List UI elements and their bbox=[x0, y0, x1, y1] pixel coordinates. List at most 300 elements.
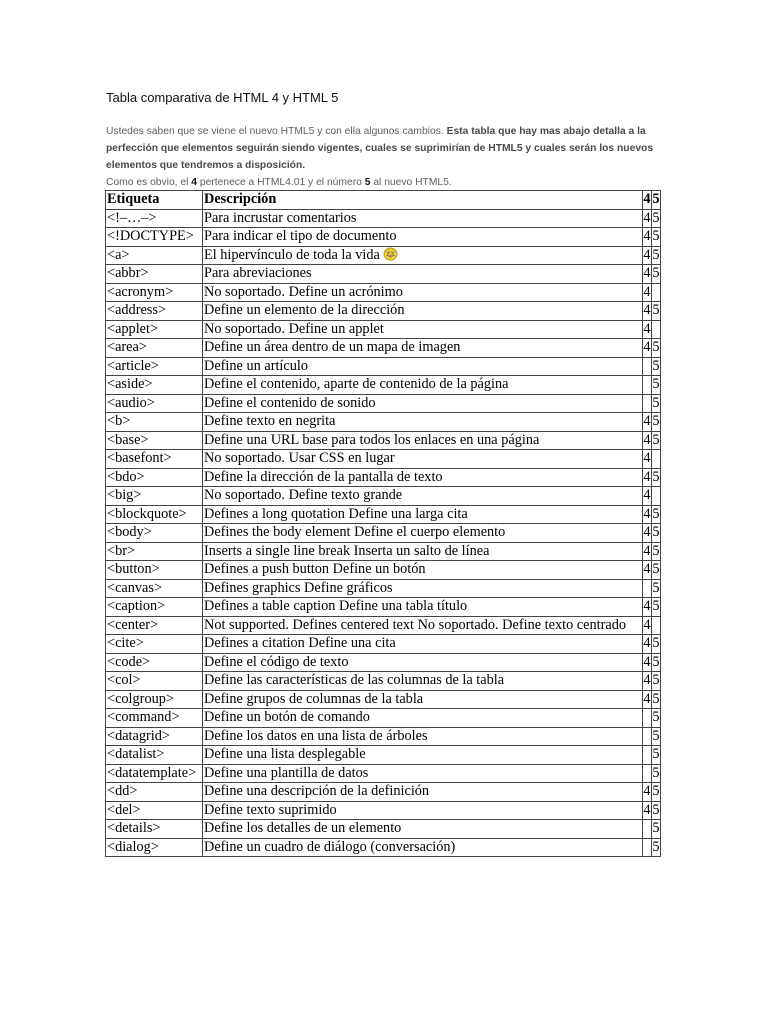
html5-cell bbox=[652, 709, 661, 728]
html4-cell bbox=[643, 394, 652, 413]
tag-cell-text: <canvas> bbox=[107, 579, 163, 596]
description-cell bbox=[203, 431, 643, 450]
tag-cell bbox=[106, 505, 203, 524]
table-row bbox=[106, 764, 661, 783]
description-cell bbox=[203, 690, 643, 709]
description-cell bbox=[203, 468, 643, 487]
description-cell-text: Para abreviaciones bbox=[204, 265, 312, 281]
table-row bbox=[106, 468, 661, 487]
html4-cell-text: 4 bbox=[643, 635, 651, 651]
description-cell bbox=[203, 598, 643, 617]
tag-cell-text: <datagrid> bbox=[107, 727, 170, 744]
html4-cell bbox=[643, 283, 652, 302]
html5-cell bbox=[652, 727, 661, 746]
description-cell bbox=[203, 302, 643, 321]
description-cell bbox=[203, 801, 643, 820]
html4-cell-text: 4 bbox=[643, 672, 651, 688]
tag-cell-text: <datatemplate> bbox=[107, 764, 197, 781]
tag-cell bbox=[106, 746, 203, 765]
tag-cell bbox=[106, 302, 203, 321]
description-cell-text: Define texto en negrita bbox=[204, 413, 336, 429]
html4-cell bbox=[643, 801, 652, 820]
html5-cell bbox=[652, 783, 661, 802]
description-cell-text: Define un botón de comando bbox=[204, 709, 370, 725]
html4-cell-text: 4 bbox=[643, 246, 651, 263]
tag-cell bbox=[106, 524, 203, 543]
html5-cell bbox=[652, 283, 661, 302]
description-cell-text: Defines a table caption Define una tabla título bbox=[204, 598, 468, 614]
table-row bbox=[106, 709, 661, 728]
html5-cell bbox=[652, 820, 661, 839]
html5-cell bbox=[652, 616, 661, 635]
table-row bbox=[106, 561, 661, 580]
html5-cell bbox=[652, 431, 661, 450]
tag-cell-text: <a> bbox=[107, 246, 130, 263]
html4-cell-text: 4 bbox=[643, 690, 651, 707]
description-cell bbox=[203, 394, 643, 413]
html4-cell bbox=[643, 838, 652, 857]
table-row bbox=[106, 450, 661, 469]
html4-cell-text: 4 bbox=[643, 616, 651, 633]
html4-cell bbox=[643, 376, 652, 395]
description-cell bbox=[203, 542, 643, 561]
tag-cell bbox=[106, 579, 203, 598]
description-cell bbox=[203, 764, 643, 783]
html4-cell bbox=[643, 413, 652, 432]
description-cell-text: Define las características de las columnas de la tabla bbox=[204, 672, 505, 688]
html4-cell bbox=[643, 690, 652, 709]
html4-cell bbox=[643, 431, 652, 450]
description-cell bbox=[203, 561, 643, 580]
legend-text-a: Como es obvio, el bbox=[106, 177, 192, 188]
html5-cell bbox=[652, 764, 661, 783]
html5-cell-text: 5 bbox=[652, 265, 660, 281]
html5-cell-text: 5 bbox=[652, 820, 660, 836]
intro-plain: Ustedes saben que se viene el nuevo HTML5 y con ella algunos cambios. bbox=[106, 126, 447, 137]
html4-cell-text: 4 bbox=[643, 228, 651, 244]
tag-cell-text: <details> bbox=[107, 820, 161, 836]
html4-cell bbox=[643, 487, 652, 506]
html4-cell-text: 4 bbox=[643, 598, 651, 614]
description-cell bbox=[203, 635, 643, 654]
table-row bbox=[106, 431, 661, 450]
html4-cell bbox=[643, 357, 652, 376]
html5-cell bbox=[652, 801, 661, 820]
tag-cell bbox=[106, 339, 203, 358]
html5-cell bbox=[652, 635, 661, 654]
tag-cell-text: <address> bbox=[107, 302, 167, 318]
table-row bbox=[106, 635, 661, 654]
html4-cell bbox=[643, 542, 652, 561]
html5-cell bbox=[652, 579, 661, 598]
html4-cell bbox=[643, 746, 652, 765]
table-row bbox=[106, 394, 661, 413]
tag-cell bbox=[106, 635, 203, 654]
tag-cell bbox=[106, 616, 203, 635]
html4-cell bbox=[643, 524, 652, 543]
description-cell-text: Define el contenido de sonido bbox=[204, 394, 376, 411]
tag-cell bbox=[106, 357, 203, 376]
table-row bbox=[106, 376, 661, 395]
description-cell bbox=[203, 838, 643, 857]
html5-cell bbox=[652, 357, 661, 376]
html4-cell bbox=[643, 764, 652, 783]
tag-cell-text: <colgroup> bbox=[107, 690, 174, 707]
table-row bbox=[106, 746, 661, 765]
html5-cell-text: 5 bbox=[652, 339, 660, 355]
html4-cell bbox=[643, 635, 652, 654]
html4-cell bbox=[643, 246, 652, 265]
html4-cell-text: 4 bbox=[643, 450, 651, 466]
html5-cell bbox=[652, 487, 661, 506]
tag-cell-text: <command> bbox=[107, 709, 180, 725]
tag-cell bbox=[106, 468, 203, 487]
tag-cell-text: <col> bbox=[107, 672, 141, 688]
description-cell-text: Define una lista desplegable bbox=[204, 746, 366, 762]
table-row bbox=[106, 283, 661, 302]
html5-cell-text: 5 bbox=[652, 764, 660, 781]
description-cell-text: Para incrustar comentarios bbox=[204, 209, 357, 226]
description-cell bbox=[203, 376, 643, 395]
tag-cell bbox=[106, 209, 203, 228]
comparison-table bbox=[105, 190, 661, 857]
html4-cell-text: 4 bbox=[643, 653, 651, 670]
header-description: Descripción bbox=[203, 191, 643, 210]
description-cell-text: Define un elemento de la dirección bbox=[204, 302, 405, 318]
tag-cell bbox=[106, 394, 203, 413]
table-row bbox=[106, 265, 661, 284]
tag-cell-text: <area> bbox=[107, 339, 147, 355]
html5-cell bbox=[652, 653, 661, 672]
intro-text bbox=[106, 123, 676, 191]
tag-cell bbox=[106, 487, 203, 506]
description-cell-text: Define la dirección de la pantalla de texto bbox=[204, 468, 443, 485]
tag-cell-text: <cite> bbox=[107, 635, 144, 651]
description-cell bbox=[203, 246, 643, 265]
html5-cell-text: 5 bbox=[652, 394, 660, 411]
intro-legend bbox=[106, 174, 676, 191]
description-cell bbox=[203, 820, 643, 839]
html5-cell bbox=[652, 690, 661, 709]
tag-cell-text: <bdo> bbox=[107, 468, 145, 485]
html5-cell bbox=[652, 320, 661, 339]
html5-cell bbox=[652, 468, 661, 487]
html4-cell-text: 4 bbox=[643, 413, 651, 429]
description-cell bbox=[203, 265, 643, 284]
html5-cell bbox=[652, 394, 661, 413]
table-body bbox=[106, 209, 661, 857]
legend-text-c: al nuevo HTML5. bbox=[370, 177, 452, 188]
tag-cell bbox=[106, 783, 203, 802]
intro-bold: Esta tabla que hay mas abajo detalla a la perfección que elementos seguirán siendo vigentes, cuales se suprimirían de HTML5 y cuales serán los nuevos elementos que tendremos a disposición. bbox=[106, 126, 654, 171]
html5-cell-text: 5 bbox=[652, 431, 660, 448]
description-cell bbox=[203, 320, 643, 339]
html5-cell-text: 5 bbox=[652, 579, 660, 596]
html4-cell-text: 4 bbox=[643, 783, 651, 799]
html4-cell-text: 4 bbox=[643, 302, 651, 318]
description-cell-text: Define un cuadro de diálogo (conversación) bbox=[204, 838, 456, 855]
html5-cell-text: 5 bbox=[652, 598, 660, 614]
page-title: Tabla comparativa de HTML 4 y HTML 5 bbox=[106, 90, 339, 105]
html5-cell-text: 5 bbox=[652, 561, 660, 577]
html5-cell-text: 5 bbox=[652, 376, 660, 392]
html4-cell bbox=[643, 653, 652, 672]
table-row bbox=[106, 228, 661, 247]
tag-cell bbox=[106, 228, 203, 247]
tag-cell-text: <!DOCTYPE> bbox=[107, 228, 194, 244]
tag-cell-text: <datalist> bbox=[107, 746, 165, 762]
table-row bbox=[106, 357, 661, 376]
tag-cell bbox=[106, 598, 203, 617]
tag-cell-text: <code> bbox=[107, 653, 151, 670]
table-row bbox=[106, 524, 661, 543]
html5-cell bbox=[652, 265, 661, 284]
legend-text-b: pertenece a HTML4.01 y el número bbox=[197, 177, 365, 188]
table-row bbox=[106, 653, 661, 672]
tag-cell bbox=[106, 709, 203, 728]
description-cell bbox=[203, 413, 643, 432]
html4-cell bbox=[643, 320, 652, 339]
table-row bbox=[106, 320, 661, 339]
tag-cell-text: <caption> bbox=[107, 598, 166, 614]
description-cell-text: Define una plantilla de datos bbox=[204, 764, 369, 781]
description-cell bbox=[203, 579, 643, 598]
html5-cell bbox=[652, 450, 661, 469]
tag-cell bbox=[106, 690, 203, 709]
html5-cell-text: 5 bbox=[652, 209, 660, 226]
tag-cell bbox=[106, 653, 203, 672]
description-cell-text: Define una URL base para todos los enlaces en una página bbox=[204, 431, 540, 448]
table-row bbox=[106, 727, 661, 746]
html5-cell-text: 5 bbox=[652, 653, 660, 670]
description-cell-text: Defines a long quotation Define una larga cita bbox=[204, 505, 468, 522]
description-cell-text: No soportado. Define un acrónimo bbox=[204, 283, 403, 300]
intro-paragraph bbox=[106, 123, 676, 174]
html4-cell-text: 4 bbox=[643, 524, 651, 540]
description-cell-text: Define un área dentro de un mapa de imagen bbox=[204, 339, 461, 355]
description-cell-text: Define el contenido, aparte de contenido de la página bbox=[204, 376, 509, 392]
tag-cell-text: <button> bbox=[107, 561, 160, 577]
html5-cell bbox=[652, 542, 661, 561]
tag-cell-text: <br> bbox=[107, 542, 136, 559]
legend-num-5: 5 bbox=[364, 177, 371, 188]
html5-cell-text: 5 bbox=[652, 690, 660, 707]
table-row bbox=[106, 672, 661, 691]
html4-cell bbox=[643, 672, 652, 691]
description-cell-text: El hipervínculo de toda la vida bbox=[204, 246, 380, 263]
html5-cell-text: 5 bbox=[652, 246, 660, 263]
description-cell-text: Defines a push button Define un botón bbox=[204, 561, 426, 577]
html5-cell bbox=[652, 413, 661, 432]
html4-cell-text: 4 bbox=[643, 431, 651, 448]
html5-cell bbox=[652, 228, 661, 247]
html5-cell-text: 5 bbox=[652, 709, 660, 725]
table-row bbox=[106, 302, 661, 321]
description-cell bbox=[203, 783, 643, 802]
description-cell bbox=[203, 487, 643, 506]
html5-cell-text: 5 bbox=[652, 228, 660, 244]
table-row bbox=[106, 542, 661, 561]
html5-cell-text: 5 bbox=[652, 505, 660, 522]
html4-cell-text: 4 bbox=[643, 542, 651, 559]
table-row bbox=[106, 505, 661, 524]
html5-cell bbox=[652, 746, 661, 765]
description-cell bbox=[203, 672, 643, 691]
html4-cell-text: 4 bbox=[643, 209, 651, 226]
table-row bbox=[106, 339, 661, 358]
tag-cell bbox=[106, 450, 203, 469]
html5-cell bbox=[652, 376, 661, 395]
html4-cell-text: 4 bbox=[643, 283, 651, 300]
header-tag: Etiqueta bbox=[106, 191, 203, 210]
html4-cell bbox=[643, 302, 652, 321]
html5-cell bbox=[652, 524, 661, 543]
html5-cell-text: 5 bbox=[652, 727, 660, 744]
html5-cell-text: 5 bbox=[652, 783, 660, 799]
html4-cell-text: 4 bbox=[643, 801, 651, 818]
html4-cell bbox=[643, 468, 652, 487]
table-row bbox=[106, 579, 661, 598]
tag-cell bbox=[106, 838, 203, 857]
description-cell-text: No soportado. Define texto grande bbox=[204, 487, 403, 503]
tag-cell-text: <article> bbox=[107, 357, 159, 374]
table-row bbox=[106, 413, 661, 432]
table-row bbox=[106, 616, 661, 635]
tag-cell bbox=[106, 246, 203, 265]
tag-cell-text: <blockquote> bbox=[107, 505, 187, 522]
html4-cell bbox=[643, 579, 652, 598]
html4-cell bbox=[643, 783, 652, 802]
description-cell-text: Defines graphics Define gráficos bbox=[204, 579, 393, 596]
description-cell-text: Define grupos de columnas de la tabla bbox=[204, 690, 424, 707]
tag-cell bbox=[106, 672, 203, 691]
html5-cell-text: 5 bbox=[652, 302, 660, 318]
table-row bbox=[106, 801, 661, 820]
table-row bbox=[106, 783, 661, 802]
description-cell bbox=[203, 746, 643, 765]
description-cell bbox=[203, 450, 643, 469]
description-cell-text: Inserts a single line break Inserta un salto de línea bbox=[204, 542, 490, 559]
html4-cell bbox=[643, 265, 652, 284]
description-cell-text: Define una descripción de la definición bbox=[204, 783, 430, 799]
header-html4: 4 bbox=[643, 191, 651, 207]
tag-cell-text: <center> bbox=[107, 616, 159, 633]
html4-cell bbox=[643, 598, 652, 617]
tag-cell-text: <body> bbox=[107, 524, 152, 540]
description-cell bbox=[203, 209, 643, 228]
description-cell-text: No soportado. Usar CSS en lugar bbox=[204, 450, 395, 466]
table-row bbox=[106, 487, 661, 506]
html5-cell bbox=[652, 246, 661, 265]
description-cell bbox=[203, 524, 643, 543]
description-cell-text: Defines the body element Define el cuerpo elemento bbox=[204, 524, 506, 540]
table-row bbox=[106, 820, 661, 839]
html5-cell-text: 5 bbox=[652, 542, 660, 559]
html5-cell bbox=[652, 561, 661, 580]
tag-cell-text: <!–…–> bbox=[107, 209, 157, 226]
description-cell bbox=[203, 283, 643, 302]
tag-cell bbox=[106, 320, 203, 339]
html4-cell bbox=[643, 616, 652, 635]
description-cell-text: No soportado. Define un applet bbox=[204, 320, 384, 337]
table-row bbox=[106, 209, 661, 228]
table-row bbox=[106, 598, 661, 617]
html4-cell bbox=[643, 450, 652, 469]
description-cell-text: Define texto suprimido bbox=[204, 801, 337, 818]
html4-cell-text: 4 bbox=[643, 468, 651, 485]
tag-cell-text: <del> bbox=[107, 801, 141, 818]
tag-cell-text: <aside> bbox=[107, 376, 153, 392]
description-cell-text: Not supported. Defines centered text No soportado. Define texto centrado bbox=[204, 616, 627, 633]
tag-cell bbox=[106, 561, 203, 580]
html4-cell bbox=[643, 561, 652, 580]
html4-cell-text: 4 bbox=[643, 561, 651, 577]
description-cell-text: Define los datos en una lista de árboles bbox=[204, 727, 428, 744]
tag-cell-text: <applet> bbox=[107, 320, 159, 337]
tag-cell-text: <dialog> bbox=[107, 838, 159, 855]
html4-cell-text: 4 bbox=[643, 339, 651, 355]
tag-cell-text: <abbr> bbox=[107, 265, 149, 281]
html5-cell bbox=[652, 838, 661, 857]
html5-cell-text: 5 bbox=[652, 672, 660, 688]
tag-cell-text: <dd> bbox=[107, 783, 138, 799]
table-row bbox=[106, 246, 661, 265]
tag-cell bbox=[106, 820, 203, 839]
tag-cell bbox=[106, 376, 203, 395]
table-header-row bbox=[106, 191, 661, 210]
description-cell-text: Defines a citation Define una cita bbox=[204, 635, 396, 651]
table-row bbox=[106, 690, 661, 709]
html5-cell bbox=[652, 209, 661, 228]
html5-cell bbox=[652, 339, 661, 358]
html5-cell-text: 5 bbox=[652, 838, 660, 855]
html5-cell-text: 5 bbox=[652, 468, 660, 485]
html5-cell-text: 5 bbox=[652, 524, 660, 540]
tag-cell bbox=[106, 801, 203, 820]
tag-cell-text: <acronym> bbox=[107, 283, 174, 300]
tag-cell-text: <basefont> bbox=[107, 450, 172, 466]
description-cell bbox=[203, 357, 643, 376]
html4-cell bbox=[643, 709, 652, 728]
legend-num-4: 4 bbox=[191, 177, 198, 188]
description-cell bbox=[203, 228, 643, 247]
tag-cell bbox=[106, 283, 203, 302]
html4-cell-text: 4 bbox=[643, 487, 651, 503]
html4-cell-text: 4 bbox=[643, 265, 651, 281]
html5-cell-text: 5 bbox=[652, 413, 660, 429]
tag-cell bbox=[106, 764, 203, 783]
html5-cell-text: 5 bbox=[652, 357, 660, 374]
html4-cell bbox=[643, 339, 652, 358]
description-cell-text: Define los detalles de un elemento bbox=[204, 820, 402, 836]
tag-cell bbox=[106, 413, 203, 432]
tag-cell-text: <audio> bbox=[107, 394, 155, 411]
html4-cell-text: 4 bbox=[643, 320, 651, 337]
table-row bbox=[106, 838, 661, 857]
description-cell bbox=[203, 653, 643, 672]
html5-cell-text: 5 bbox=[652, 801, 660, 818]
html5-cell bbox=[652, 302, 661, 321]
tag-cell bbox=[106, 542, 203, 561]
description-cell-text: Define el código de texto bbox=[204, 653, 349, 670]
description-cell bbox=[203, 727, 643, 746]
tag-cell bbox=[106, 727, 203, 746]
html5-cell-text: 5 bbox=[652, 746, 660, 762]
description-cell-text: Para indicar el tipo de documento bbox=[204, 228, 397, 244]
description-cell bbox=[203, 505, 643, 524]
tag-cell-text: <base> bbox=[107, 431, 149, 448]
smiley-emoji-icon bbox=[383, 247, 398, 261]
